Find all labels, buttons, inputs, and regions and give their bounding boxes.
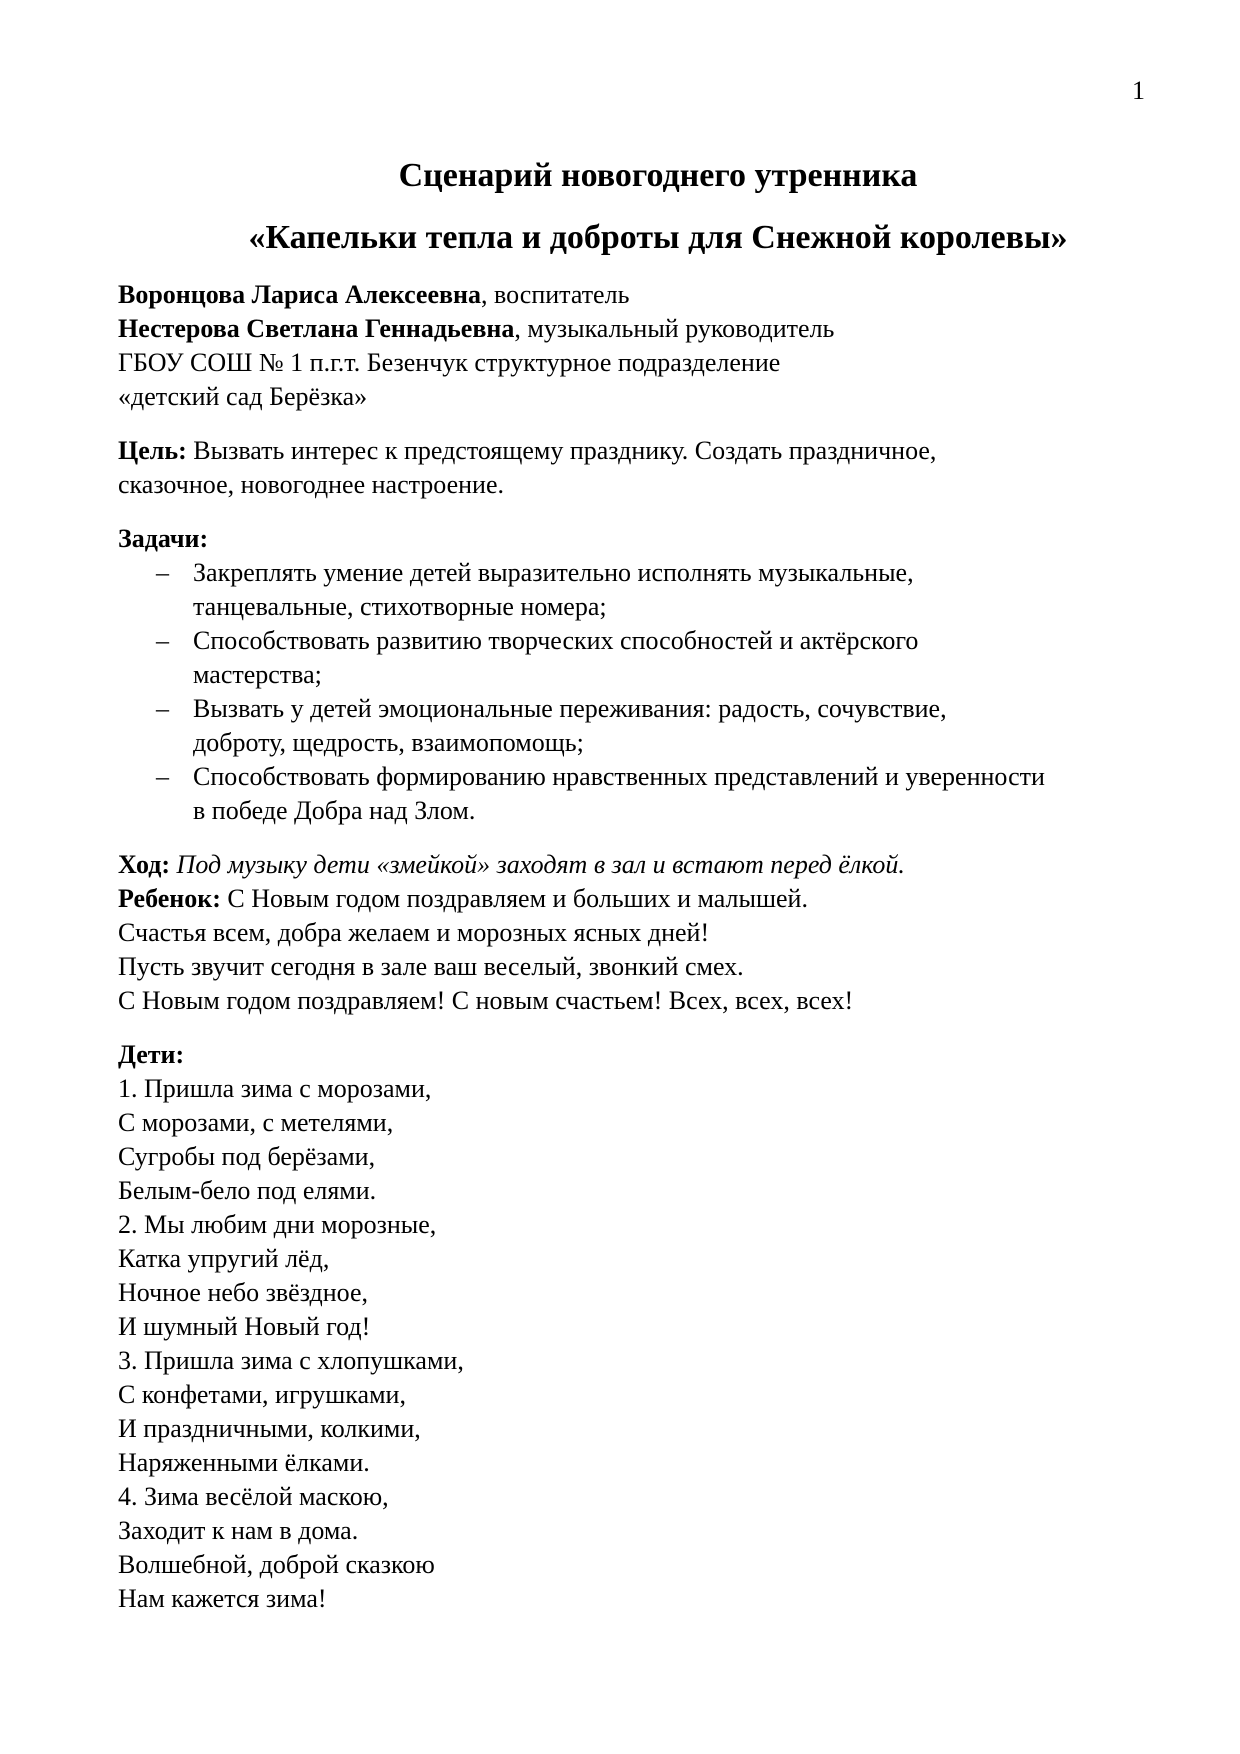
progress-label: Ход: (118, 850, 171, 879)
poem-line: Наряженными ёлками. (118, 1448, 370, 1477)
author-role: , воспитатель (481, 280, 630, 309)
list-dash: – (156, 762, 169, 791)
child-verse-line: С Новым годом поздравляем! С новым счастьем! Всех, всех, всех! (118, 986, 854, 1015)
poem-line: И шумный Новый год! (118, 1312, 371, 1341)
author-role: , музыкальный руководитель (514, 314, 835, 343)
list-item: – Способствовать формированию нравственных представлений и уверенности в победе Добра над Злом. (156, 762, 1045, 825)
poem-line: С конфетами, игрушками, (118, 1380, 406, 1409)
tasks-list (118, 556, 1168, 828)
tasks-block (118, 522, 1168, 828)
poem-line: 4. Зима весёлой маскою, (118, 1482, 389, 1511)
authors-block (118, 278, 1168, 414)
author-name: Воронцова Лариса Алексеевна (118, 280, 482, 309)
spacer (118, 1018, 1168, 1038)
list-dash: – (156, 626, 169, 655)
list-dash: – (156, 558, 169, 587)
list-item: – Способствовать развитию творческих способностей и актёрского мастерства; (156, 626, 919, 689)
author-line (118, 312, 1168, 346)
child-verse-line: Пусть звучит сегодня в зале ваш веселый, звонкий смех. (118, 952, 744, 981)
poem-line: С морозами, с метелями, (118, 1108, 394, 1137)
child-verse-line: Счастья всем, добра желаем и морозных ясных дней! (118, 918, 710, 947)
stage-direction: Под музыку дети «змейкой» заходят в зал и встают перед ёлкой. (170, 850, 905, 879)
poem-line: И праздничными, колкими, (118, 1414, 421, 1443)
document-body (118, 154, 1168, 1616)
goal-text: сказочное, новогоднее настроение. (118, 470, 505, 499)
author-line (118, 278, 1168, 312)
poem-line: 1. Пришла зима с морозами, (118, 1074, 432, 1103)
goal-text: Вызвать интерес к предстоящему празднику. Создать праздничное, (186, 436, 937, 465)
spacer (118, 414, 1168, 434)
institution-line: ГБОУ СОШ № 1 п.г.т. Безенчук структурное подразделение (118, 348, 781, 377)
tasks-label: Задачи: (118, 524, 209, 553)
list-dash: – (156, 694, 169, 723)
poem-line: Сугробы под берёзами, (118, 1142, 376, 1171)
list-item: – Вызвать у детей эмоциональные переживания: радость, сочувствие, доброту, щедрость, взаимопомощь; (156, 694, 947, 757)
document-title: Сценарий новогоднего утренника (398, 157, 918, 194)
page-number: 1 (1132, 76, 1145, 105)
poem-line: Нам кажется зима! (118, 1584, 327, 1613)
kids-label: Дети: (118, 1040, 185, 1069)
poem-line: 2. Мы любим дни морозные, (118, 1210, 437, 1239)
poem-line: Ночное небо звёздное, (118, 1278, 369, 1307)
poem-line: Заходит к нам в дома. (118, 1516, 359, 1545)
poem-line: Белым-бело под елями. (118, 1176, 377, 1205)
spacer (118, 502, 1168, 522)
child-verse-line: С Новым годом поздравляем и больших и малышей. (220, 884, 808, 913)
list-item: – Закреплять умение детей выразительно исполнять музыкальные, танцевальные, стихотворные номера; (156, 558, 914, 621)
document-subtitle: «Капельки тепла и доброты для Снежной королевы» (248, 219, 1068, 256)
institution-line: «детский сад Берёзка» (118, 382, 368, 411)
poem-line: 3. Пришла зима с хлопушками, (118, 1346, 464, 1375)
child-label: Ребенок: (118, 884, 221, 913)
poem-line: Волшебной, доброй сказкою (118, 1550, 435, 1579)
spacer (118, 828, 1168, 848)
progress-block (118, 848, 1168, 1018)
poem-line: Катка упругий лёд, (118, 1244, 330, 1273)
goal-label: Цель: (118, 436, 187, 465)
author-name: Нестерова Светлана Геннадьевна (118, 314, 515, 343)
kids-block (118, 1038, 1168, 1616)
goal-block (118, 434, 1168, 502)
